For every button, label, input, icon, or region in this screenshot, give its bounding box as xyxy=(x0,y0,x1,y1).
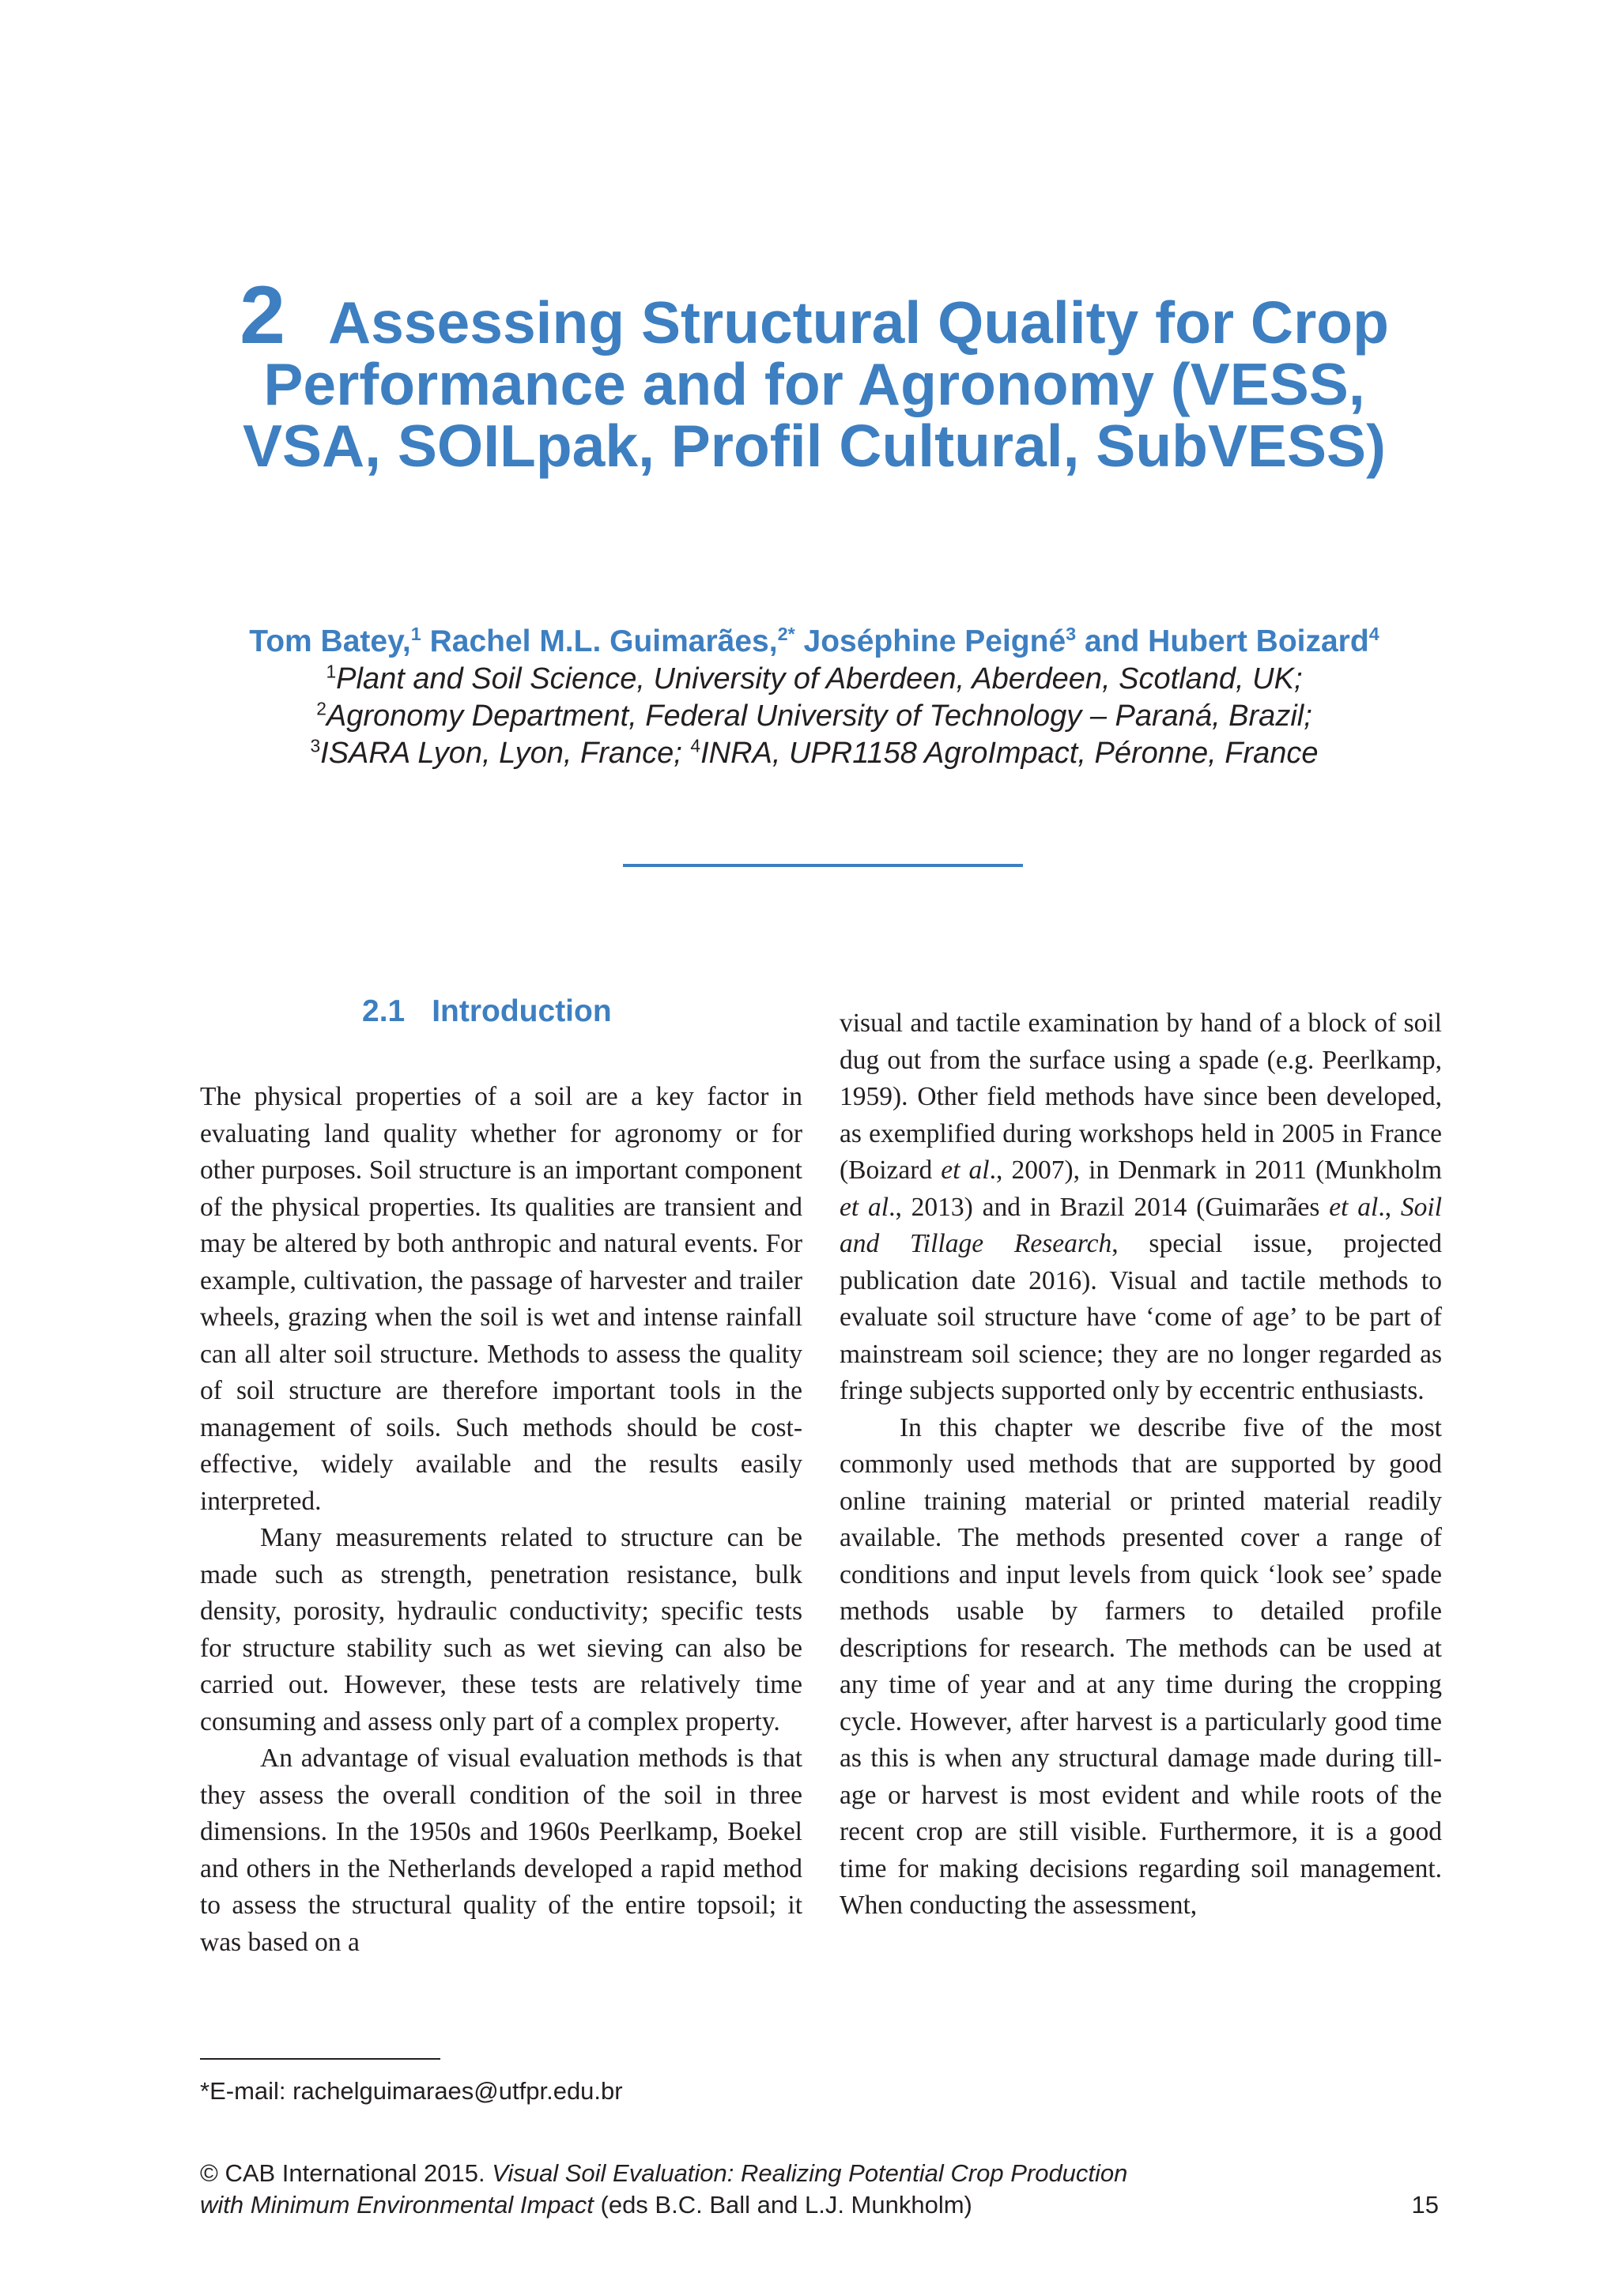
footnote: *E-mail: rachelguimaraes@utfpr.edu.br xyxy=(200,2077,623,2105)
title-divider xyxy=(623,864,1023,867)
affiliation-line: $^2$Agronomy Department, Federal University of Technology – Paraná, Brazil; xyxy=(316,698,1312,733)
body-paragraph: The physical properties of a soil are a key factor in evaluating land quality whether for agronomy or for other purposes. Soil structure is an important component of the physical properties. Its qualities are transient and may be altered by both anthropic and natural events. For example, cultivation, the passage of harvester and trailer wheels, grazing when the soil is wet and intense rainfall can all alter soil structure. Methods to assess the quality of soil structure are therefore important tools in the management of soils. Such methods should be cost-effective, widely available and the results easily interpreted. xyxy=(200,1082,802,1516)
author-affiliation-mark: 4 xyxy=(1368,624,1379,644)
copyright-notice: © CAB International 2015. Visual Soil Evaluation: Realizing Potential Crop Production with Minimum Environmental Impact (eds B.C. Ball and L.J. Munkholm) xyxy=(200,2159,1128,2219)
page-number: 15 xyxy=(1411,2191,1439,2219)
journal-title: Soil and Tillage Research xyxy=(840,1192,1443,1258)
body-paragraph: In this chapter we describe five of the most commonly used methods that are supported by good online training material or printed material readily available. The methods presented cover a range of conditions and input levels from quick ‘look see’ spade methods usable by farmers to detailed profile descriptions for research. The methods can be used at any time of year and at any time during the cropping cycle. However, after harvest is a particularly good time as this is when any structural damage made during tillage or harvest is most evident and while roots of the recent crop are still visible. Furthermore, it is a good time for making decisions regarding soil management. When conducting the assessment, xyxy=(840,1412,1442,1920)
author-affiliation-mark: 3 xyxy=(1066,624,1077,644)
chapter-title xyxy=(174,270,1455,479)
citation-et-al: et al xyxy=(840,1192,889,1222)
chapter-title-line-3: VSA, SOILpak, Profil Cultural, SubVESS) xyxy=(242,413,1387,479)
chapter-title-line-2: Performance and for Agronomy (VESS, xyxy=(263,351,1365,417)
citation-et-al: et al xyxy=(941,1156,990,1185)
section-number: 2.1 xyxy=(362,994,406,1028)
footnote-divider xyxy=(200,2058,440,2060)
section-title: Introduction xyxy=(432,994,612,1028)
body-paragraph: visual and tactile examination by hand of a block of soil dug out from the surface using a spade (e.g. Peerlkamp, 1959). Other field methods have since been developed, as exemplified during workshops held in 2005 in France (Boizard et al., 2007), in Denmark in 2011 (Munkholm et al., 2013) and in Brazil 2014 (Guimarães et al., Soil and Tillage Research, special issue, projected publication date 2016). Visual and tactile methods to evaluate soil structure have ‘come of age’ to be part of mainstream soil science; they are no longer regarded as fringe subjects supported only by eccentric enthusiasts. xyxy=(840,1009,1443,1405)
chapter-title-line-1: 2 Assessing Structural Quality for Crop xyxy=(240,270,1389,361)
body-paragraph: Many measurements related to structure can be made such as strength, penetration resistance, bulk density, porosity, hydraulic conductivity; specific tests for structure stability such as wet sieving can also be carried out. However, these tests are relatively time consuming and assess only part of a complex property. xyxy=(200,1523,802,1736)
author-name: and Hubert Boizard xyxy=(1076,624,1369,658)
citation-et-al: et al xyxy=(1329,1192,1379,1222)
body-paragraph: An advantage of visual evaluation methods is that they assess the overall condition of the soil in three dimensions. In the 1950s and 1960s Peerlkamp, Boekel and others in the Netherlands developed a rapid method to assess the structural quality of the entire topsoil; it was based on a xyxy=(200,1744,802,1957)
author-name: Joséphine Peigné xyxy=(794,624,1066,658)
body-column-left xyxy=(200,1079,802,1961)
author-affiliation-mark: 2* xyxy=(777,624,795,644)
chapter-number: 2 xyxy=(240,270,285,361)
author-affiliation-mark: 1 xyxy=(410,624,421,644)
section-heading xyxy=(362,994,612,1029)
affiliation-line: $^1$Plant and Soil Science, University of Aberdeen, Aberdeen, Scotland, UK; xyxy=(326,661,1303,696)
author-list xyxy=(158,623,1470,661)
book-title: with Minimum Environmental Impact xyxy=(200,2191,594,2219)
book-title: Visual Soil Evaluation: Realizing Potential Crop Production xyxy=(492,2159,1128,2187)
author-name: Rachel M.L. Guimarães, xyxy=(421,624,778,658)
affiliations xyxy=(158,661,1470,772)
affiliation-line: $^3$ISARA Lyon, Lyon, France; $^4$INRA, UPR1158 AgroImpact, Péronne, France xyxy=(310,735,1319,770)
body-column-right xyxy=(840,1005,1442,1925)
author-name: Tom Batey, xyxy=(249,624,411,658)
